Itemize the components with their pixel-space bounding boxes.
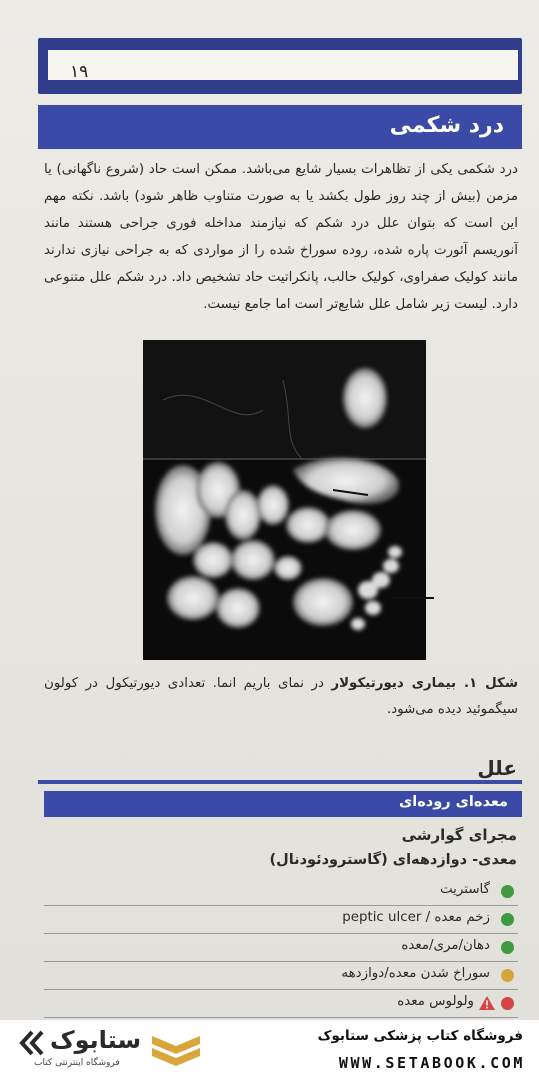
list-item-label: ولولوس معده — [397, 994, 474, 1009]
figure-caption-label: شکل ۱. بیماری دیورتیکولار — [331, 676, 518, 691]
list-item — [44, 962, 518, 990]
list-item — [44, 906, 518, 934]
shop-url[interactable]: WWW.SETABOOK.COM — [338, 1054, 525, 1072]
list-item — [44, 934, 518, 962]
status-dot — [501, 941, 514, 954]
list-item-label: سوراخ شدن معده/دوازدهه — [341, 966, 490, 981]
causes-heading: علل — [477, 756, 517, 780]
logo-subtitle: فروشگاه اینترنتی کتاب — [34, 1058, 120, 1068]
section-title: درد شکمی — [389, 113, 504, 138]
causes-list — [44, 878, 518, 1018]
header-band — [38, 38, 522, 94]
status-dot — [501, 997, 514, 1010]
subheading: مجرای گوارشی — [401, 826, 517, 844]
group-heading: معدی- دوازدهه‌ای (گاسترودئودنال) — [269, 852, 517, 868]
intro-paragraph: درد شکمی یکی از تظاهرات بسیار شایع می‌باشد. ممکن است حاد (شروع ناگهانی) یا مزمن (بیش از چند روز طول بکشد یا به صورت متناوب ظاهر شود) باشد. نکته مهم این است که بتوان علل درد شکم که نیازمند مداخله فوری جراحی هستند مانند آنوریسم آئورت پاره شده، روده سوراخ شده را از مواردی که به جراحی نیازی ندارند مانند کولیک صفراوی، کولیک حالب، پانکراتیت حاد تشخیص داد. درد شکم علل متنوعی دارد. لیست زیر شامل علل شایع‌تر است اما جامع نیست. — [44, 162, 518, 312]
barium-enema-image — [143, 340, 426, 660]
status-dot — [501, 885, 514, 898]
status-dot — [501, 913, 514, 926]
list-item-label: زخم معده / peptic ulcer — [342, 910, 490, 925]
category-title: معده‌ای روده‌ای — [398, 794, 508, 810]
category-bar — [44, 791, 522, 817]
list-item — [44, 990, 518, 1018]
figure-caption — [44, 671, 518, 723]
list-item-label: گاستریت — [440, 882, 490, 897]
book-logo-icon — [148, 1030, 204, 1074]
page-number: ۱۹ — [70, 62, 89, 82]
list-item-label: دهان/مری/معده — [401, 938, 490, 953]
logo-text: ستابوک — [50, 1026, 142, 1054]
warning-icon — [478, 995, 496, 1015]
section-title-bar — [38, 105, 522, 149]
status-dot — [501, 969, 514, 982]
figure-pointer-line — [392, 597, 434, 599]
footer — [0, 1020, 539, 1080]
list-item — [44, 878, 518, 906]
xray-illustration — [143, 340, 426, 660]
shop-name: فروشگاه کتاب پزشکی ستابوک — [317, 1028, 523, 1044]
chevron-logo-icon — [16, 1028, 46, 1062]
causes-rule — [38, 780, 522, 784]
figure-caption-text: در نمای باریم انما. تعدادی دیورتیکول در کولون سیگموئید دیده می‌شود. — [44, 676, 518, 717]
